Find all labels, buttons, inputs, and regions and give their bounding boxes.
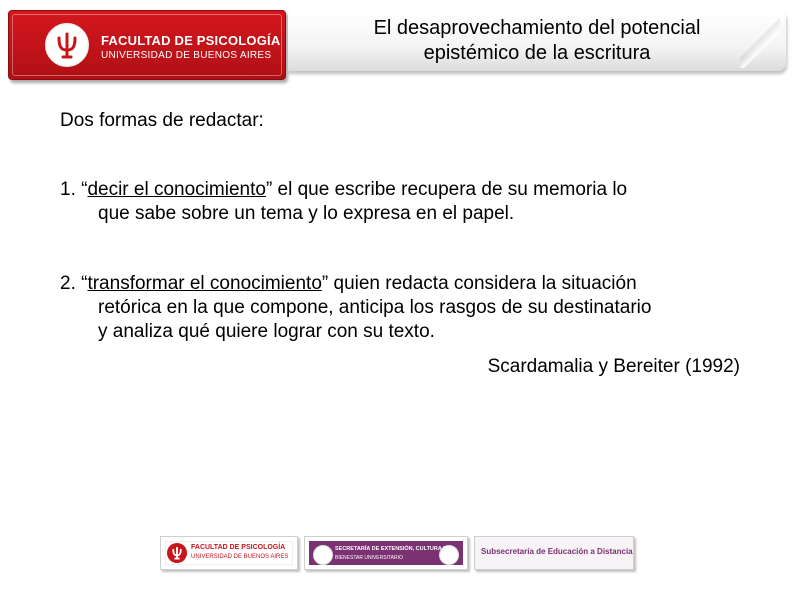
slide-title-box <box>288 10 786 71</box>
list-item: 1. “decir el conocimiento” el que escribe recupera de su memoria lo que sabe sobre un tema y lo expresa en el papel. <box>60 179 628 224</box>
intro-text: Dos formas de redactar: <box>60 110 264 131</box>
footer-logos <box>160 536 636 572</box>
faculty-logo <box>8 10 286 80</box>
logo-university-name: UNIVERSIDAD DE BUENOS AIRES <box>101 50 272 61</box>
footer-logo-faculty: FACULTAD DE PSICOLOGÍA UNIVERSIDAD DE BUENOS AIRES <box>160 536 298 570</box>
term-transformar: transformar el conocimiento <box>87 273 322 294</box>
term-decir: decir el conocimiento <box>87 179 266 200</box>
citation: Scardamalia y Bereiter (1992) <box>487 356 740 377</box>
emblem-icon <box>313 545 333 565</box>
footer-logo-extension: SECRETARÍA DE EXTENSIÓN, CULTURA Y BIENESTAR UNIVERSITARIO <box>304 536 468 570</box>
slide-title: El desaprovechamiento del potencial epistémico de la escritura <box>373 17 701 64</box>
footer-logo-distance: Subsecretaría de Educación a Distancia <box>474 536 634 570</box>
list-item: 2. “transformar el conocimiento” quien redacta considera la situación retórica en la que compone, anticipa los rasgos de su destinatario y analiza qué quiere lograr con su texto. <box>60 273 652 342</box>
logo-faculty-name: FACULTAD DE PSICOLOGÍA <box>101 33 281 48</box>
psi-icon <box>167 543 187 563</box>
psi-icon <box>45 23 89 67</box>
